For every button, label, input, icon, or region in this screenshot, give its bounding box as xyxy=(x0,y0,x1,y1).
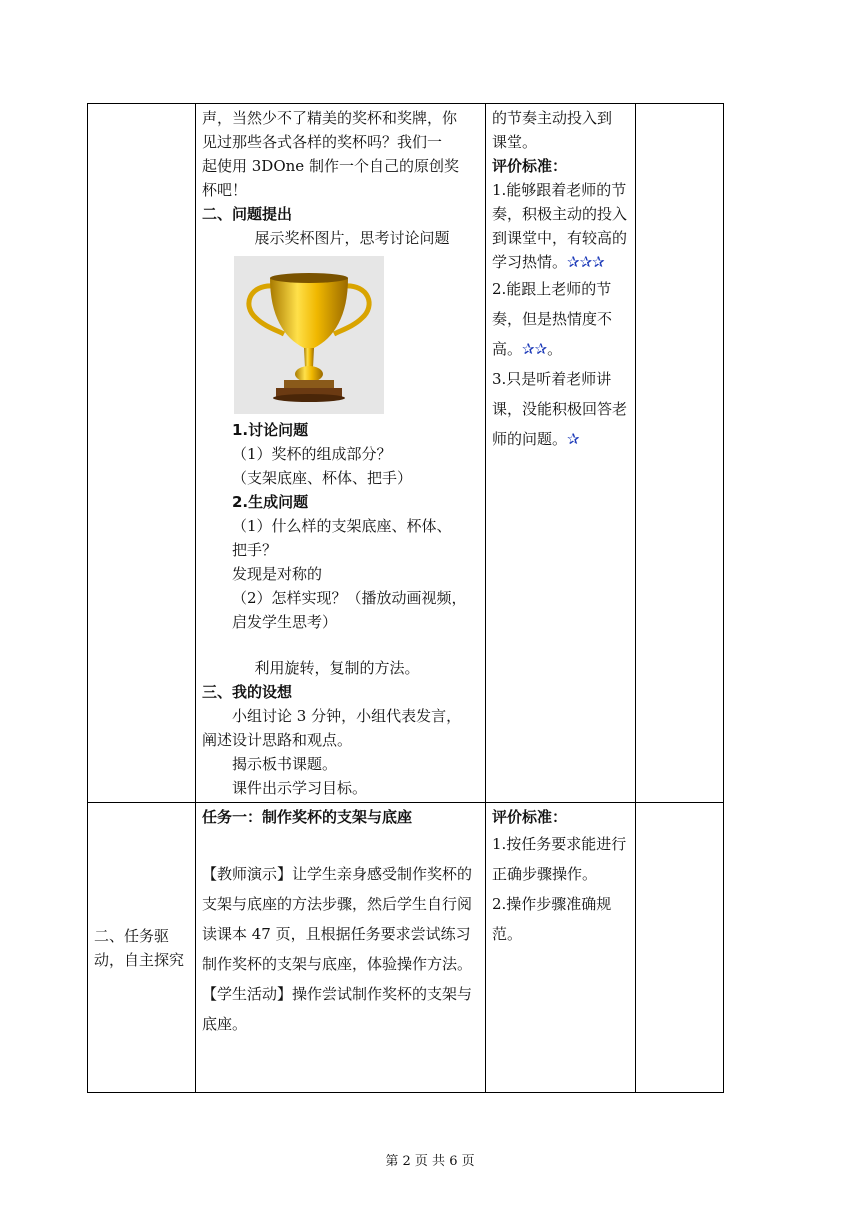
intro-line: 声，当然少不了精美的奖杯和奖牌，你 xyxy=(202,109,458,127)
eval-text: 的节奏主动投入到 xyxy=(492,109,613,127)
criteria-item xyxy=(492,274,629,364)
eval-text: 课堂。 xyxy=(492,133,538,151)
section-text: 展示奖杯图片，思考讨论问题 xyxy=(254,229,450,247)
star-rating-icon: ✰✰ xyxy=(522,340,548,358)
criteria-text: 3.只是听着老师讲课，没能积极回答老师的问题。 xyxy=(492,370,628,448)
intro-line: 见过那些各式各样的奖杯吗？我们一 xyxy=(202,133,443,151)
student-activity-text: 【学生活动】操作尝试制作奖杯的支架与底座。 xyxy=(202,985,473,1033)
activity-cell xyxy=(196,803,486,1093)
notes-cell xyxy=(636,104,724,803)
discuss-item: （支架底座、杯体、把手） xyxy=(232,469,413,487)
section-heading: 三、我的设想 xyxy=(202,683,293,701)
courseware-line: 课件出示学习目标。 xyxy=(232,779,368,797)
task-heading: 任务一：制作奖杯的支架与底座 xyxy=(202,808,413,826)
intro-line: 杯吧！ xyxy=(202,181,248,199)
criteria-item: 2.操作步骤准确规范。 xyxy=(492,895,612,943)
star-rating-icon: ✰ xyxy=(567,430,580,448)
generate-line: 发现是对称的 xyxy=(232,565,323,583)
criteria-heading: 评价标准： xyxy=(492,808,568,826)
criteria-heading: 评价标准： xyxy=(492,157,568,175)
section-heading: 二、问题提出 xyxy=(202,205,293,223)
generate-line: 启发学生思考） xyxy=(232,613,338,631)
notes-cell xyxy=(636,803,724,1093)
criteria-text: 1.能够跟着老师的节奏，积极主动的投入到课堂中，有较高的学习热情。 xyxy=(492,181,628,271)
gold-trophy-icon xyxy=(234,256,384,414)
stage-label: 二、任务驱动，自主探究 xyxy=(94,926,185,969)
trophy-image xyxy=(234,256,384,414)
lesson-plan-table xyxy=(87,103,724,1093)
criteria-item xyxy=(492,178,629,274)
activity-cell xyxy=(196,104,486,803)
evaluation-cell xyxy=(486,104,636,803)
intro-line: 起使用 3DOne 制作一个自己的原创奖 xyxy=(202,157,459,175)
criteria-item: 1.按任务要求能进行正确步骤操作。 xyxy=(492,835,627,883)
section3-line: 小组讨论 3 分钟，小组代表发言， xyxy=(232,707,462,725)
criteria-suffix: 。 xyxy=(547,340,563,358)
method-line: 利用旋转，复制的方法。 xyxy=(254,659,420,677)
stage-cell-empty xyxy=(88,104,196,803)
star-rating-icon: ✰✰✰ xyxy=(567,253,605,271)
board-line: 揭示板书课题。 xyxy=(232,755,338,773)
generate-line: 把手？ xyxy=(232,541,278,559)
table-row xyxy=(88,104,724,803)
generate-heading: 2.生成问题 xyxy=(232,493,309,511)
page-footer: 第 2 页 共 6 页 xyxy=(385,1154,475,1169)
evaluation-cell xyxy=(486,803,636,1093)
table-row xyxy=(88,803,724,1093)
stage-cell xyxy=(88,803,196,1093)
section3-line: 阐述设计思路和观点。 xyxy=(202,731,353,749)
teacher-demo-text: 【教师演示】让学生亲身感受制作奖杯的支架与底座的方法步骤，然后学生自行阅读课本 47 页，且根据任务要求尝试练习制作奖杯的支架与底座，体验操作方法。 xyxy=(202,865,473,973)
criteria-item xyxy=(492,364,629,454)
generate-line: （1）什么样的支架底座、杯体、 xyxy=(232,517,452,535)
discuss-item: （1）奖杯的组成部分？ xyxy=(232,445,392,463)
discuss-heading: 1.讨论问题 xyxy=(232,421,309,439)
generate-line: （2）怎样实现？（播放动画视频， xyxy=(232,589,467,607)
criteria-text: 2.能跟上老师的节奏，但是热情度不高。 xyxy=(492,280,613,358)
